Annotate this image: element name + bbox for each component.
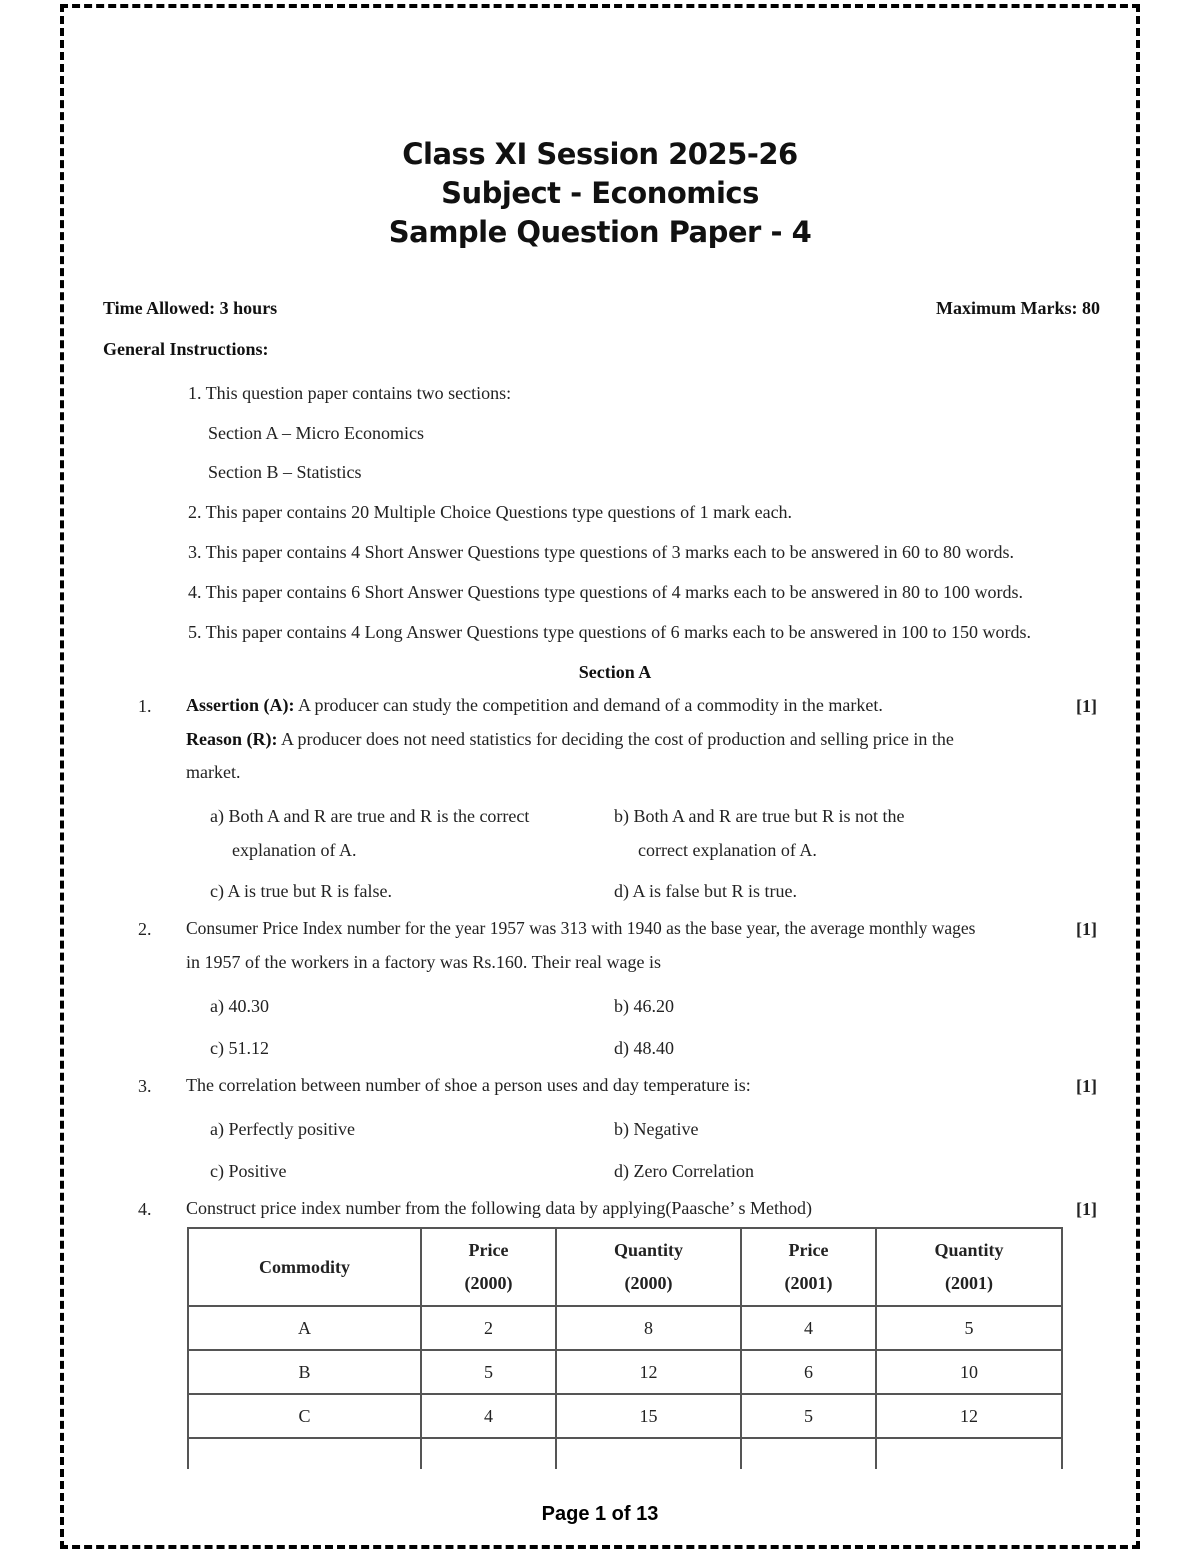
- table-row-continued: [188, 1438, 1062, 1469]
- table-cell: 4: [421, 1394, 556, 1438]
- maximum-marks: Maximum Marks: 80: [936, 298, 1100, 318]
- table-cell: 4: [741, 1306, 876, 1350]
- question-3-text: The correlation between number of shoe a person uses and day temperature is:: [186, 1075, 751, 1095]
- table-cell: 12: [876, 1394, 1062, 1438]
- instruction-5: 5. This paper contains 4 Long Answer Questions type questions of 6 marks each to be answered in 100 to 150 words.: [188, 622, 1032, 642]
- assertion-label: Assertion (A):: [186, 695, 295, 715]
- question-1-option-d: d) A is false but R is true.: [614, 881, 797, 901]
- header-line1: Price: [468, 1240, 509, 1260]
- header-line2: (2000): [464, 1273, 513, 1293]
- table-cell: 2: [421, 1306, 556, 1350]
- header-line1: Quantity: [934, 1240, 1004, 1260]
- question-1-option-b-line2: correct explanation of A.: [638, 840, 817, 860]
- question-4-text: Construct price index number from the following data by applying(Paasche’ s Method): [186, 1198, 813, 1218]
- table-cell: 8: [556, 1306, 741, 1350]
- table-cell: [188, 1438, 421, 1469]
- instructions-heading: General Instructions:: [103, 339, 269, 359]
- table-cell: [741, 1438, 876, 1469]
- question-2-option-b: b) 46.20: [614, 996, 674, 1016]
- question-3-number: 3.: [138, 1076, 152, 1096]
- table-header-cell: [741, 1228, 876, 1306]
- question-3-option-b: b) Negative: [614, 1119, 699, 1139]
- question-1-option-a-line1: a) Both A and R are true and R is the correct: [210, 806, 530, 826]
- question-1-option-c: c) A is true but R is false.: [210, 881, 392, 901]
- reason-text: A producer does not need statistics for deciding the cost of production and selling price in the: [277, 729, 954, 749]
- table-cell: C: [188, 1394, 421, 1438]
- question-2-option-a: a) 40.30: [210, 996, 269, 1016]
- table-cell: [421, 1438, 556, 1469]
- table-cell: 10: [876, 1350, 1062, 1394]
- instruction-3: 3. This paper contains 4 Short Answer Questions type questions of 3 marks each to be answered in 60 to 80 words.: [188, 542, 1015, 562]
- table-row: [188, 1394, 1062, 1438]
- table-cell: A: [188, 1306, 421, 1350]
- instruction-1-section-b: Section B – Statistics: [208, 462, 362, 482]
- reason-label: Reason (R):: [186, 729, 278, 749]
- page-number-footer: Page 1 of 13: [541, 1503, 659, 1525]
- section-a-heading: Section A: [578, 662, 652, 682]
- header-line2: (2001): [945, 1273, 993, 1293]
- table-cell: [876, 1438, 1062, 1469]
- header-line1: Quantity: [613, 1240, 683, 1260]
- table-row: [188, 1306, 1062, 1350]
- time-allowed: Time Allowed: 3 hours: [103, 298, 278, 318]
- instruction-4: 4. This paper contains 6 Short Answer Questions type questions of 4 marks each to be answered in 80 to 100 words.: [188, 582, 1024, 602]
- paper-title-sample: Sample Question Paper - 4: [388, 215, 812, 249]
- table-header-cell: [188, 1228, 421, 1306]
- question-3-option-a: a) Perfectly positive: [210, 1119, 355, 1139]
- table-cell: 6: [741, 1350, 876, 1394]
- question-1-option-b-line1: b) Both A and R are true but R is not the: [614, 806, 905, 826]
- table-header-row: [188, 1228, 1062, 1306]
- instruction-1: 1. This question paper contains two sections:: [188, 383, 512, 403]
- question-1-marks: [1]: [1076, 696, 1097, 716]
- table-header-cell: [876, 1228, 1062, 1306]
- table-cell: 5: [421, 1350, 556, 1394]
- table-row: [188, 1350, 1062, 1394]
- instruction-1-section-a: Section A – Micro Economics: [208, 423, 424, 443]
- assertion-text: A producer can study the competition and demand of a commodity in the market.: [294, 695, 883, 715]
- question-1-option-a-line2: explanation of A.: [232, 840, 357, 860]
- question-2-text-line1: Consumer Price Index number for the year 1957 was 313 with 1940 as the base year, the average monthly wages: [186, 918, 976, 938]
- table-cell: 15: [556, 1394, 741, 1438]
- instruction-2: 2. This paper contains 20 Multiple Choice Questions type questions of 1 mark each.: [188, 502, 793, 522]
- question-2-option-c: c) 51.12: [210, 1038, 269, 1058]
- paper-title-class: Class XI Session 2025-26: [402, 137, 798, 171]
- table-cell: [556, 1438, 741, 1469]
- table-header-cell: [556, 1228, 741, 1306]
- question-3-option-d: d) Zero Correlation: [614, 1161, 754, 1181]
- paper-title-subject: Subject - Economics: [441, 176, 759, 210]
- table-cell: B: [188, 1350, 421, 1394]
- table-cell: 5: [741, 1394, 876, 1438]
- question-2-option-d: d) 48.40: [614, 1038, 674, 1058]
- table-cell: 5: [876, 1306, 1062, 1350]
- header-line1: Price: [788, 1240, 829, 1260]
- question-2-text-line2: in 1957 of the workers in a factory was Rs.160. Their real wage is: [186, 952, 662, 972]
- question-1-number: 1.: [138, 696, 152, 716]
- price-quantity-table: [187, 1227, 1063, 1469]
- question-4-marks: [1]: [1076, 1199, 1097, 1219]
- question-3-marks: [1]: [1076, 1076, 1097, 1096]
- question-3-option-c: c) Positive: [210, 1161, 287, 1181]
- question-1-reason-continued: market.: [186, 762, 241, 782]
- header-line2: (2001): [784, 1273, 833, 1293]
- table-header-cell: [421, 1228, 556, 1306]
- question-1-reason: [186, 723, 954, 756]
- header-line2: (2000): [624, 1273, 673, 1293]
- header-commodity: Commodity: [259, 1256, 350, 1277]
- table-cell: 12: [556, 1350, 741, 1394]
- question-2-number: 2.: [138, 919, 152, 939]
- question-1-assertion: [186, 689, 883, 722]
- question-4-number: 4.: [138, 1199, 152, 1219]
- question-2-marks: [1]: [1076, 919, 1097, 939]
